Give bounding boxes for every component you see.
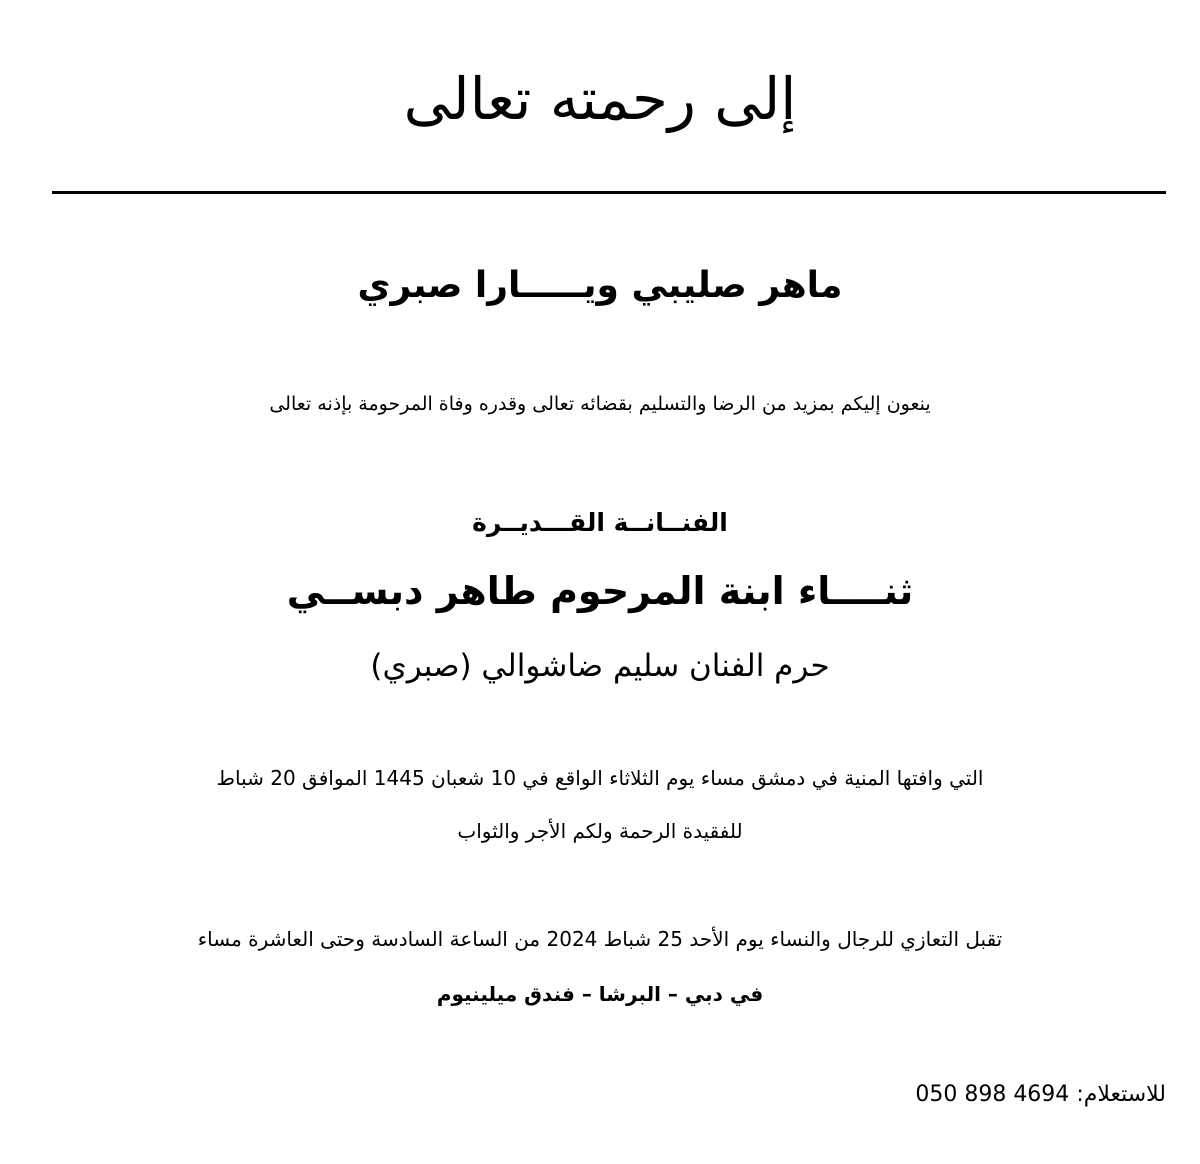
mourners-names: ماهر صليبي ويـــــارا صبري bbox=[357, 265, 843, 306]
spouse-line: حرم الفنان سليم ضاشوالي (صبري) bbox=[370, 648, 830, 684]
page-title: إلى رحمته تعالى bbox=[403, 65, 797, 133]
phone-number: 050 898 4694 bbox=[915, 1082, 1070, 1107]
venue-line: في دبي – البرشا – فندق ميلينيوم bbox=[436, 982, 764, 1006]
reception-line: تقبل التعازي للرجال والنساء يوم الأحد 25 شباط 2024 من الساعة السادسة وحتى العاشرة مساء bbox=[197, 927, 1003, 951]
deceased-title: الفنــانــة القـــديــرة bbox=[472, 508, 728, 537]
divider bbox=[52, 191, 1166, 194]
deceased-name: ثنــــاء ابنة المرحوم طاهر دبســي bbox=[286, 569, 914, 613]
inquiry-label: للاستعلام: bbox=[1076, 1082, 1166, 1107]
inquiry-contact bbox=[915, 1084, 1166, 1106]
prayer-line: للفقيدة الرحمة ولكم الأجر والثواب bbox=[457, 819, 743, 843]
death-date-line: التي وافتها المنية في دمشق مساء يوم الثلاثاء الواقع في 10 شعبان 1445 الموافق 20 شباط bbox=[216, 766, 984, 790]
condolence-line: ينعون إليكم بمزيد من الرضا والتسليم بقضائه تعالى وقدره وفاة المرحومة بإذنه تعالى bbox=[269, 393, 931, 415]
